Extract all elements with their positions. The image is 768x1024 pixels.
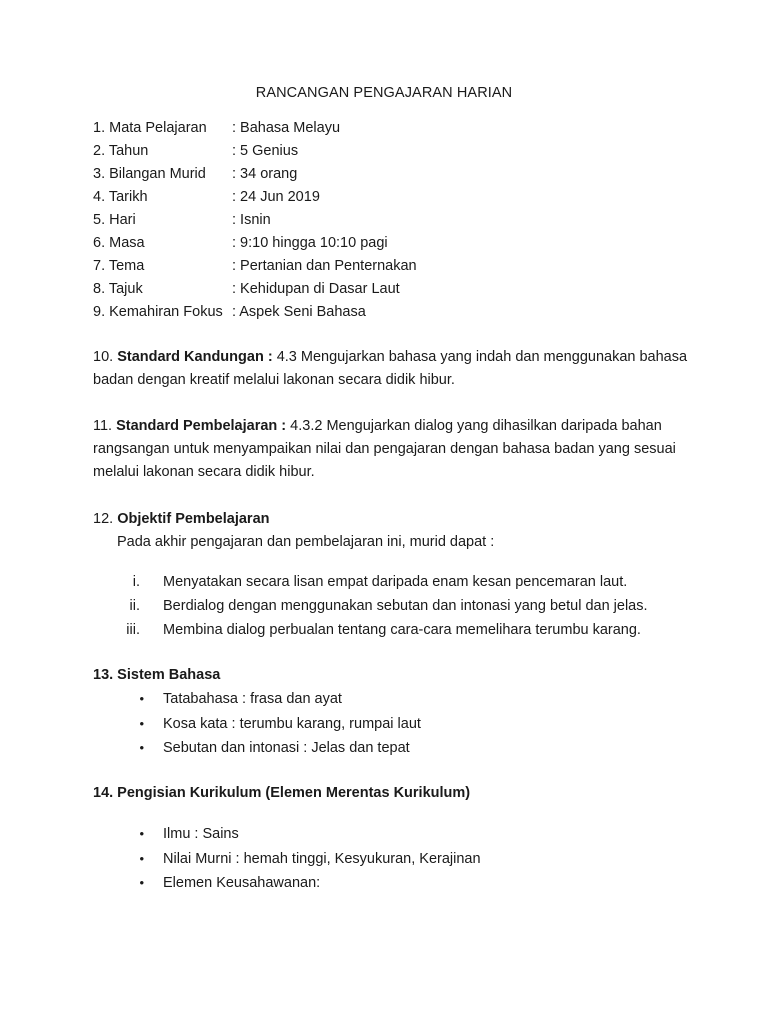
list-text: Nilai Murni : hemah tinggi, Kesyukuran, Kerajinan: [163, 850, 481, 867]
info-row-date: [93, 188, 417, 211]
list-item: [93, 849, 481, 874]
info-value: : Pertanian dan Penternakan: [232, 258, 417, 274]
list-item: [93, 689, 421, 714]
info-label: 8. Tajuk: [93, 281, 143, 297]
info-label: 6. Masa: [93, 235, 145, 251]
list-item: [93, 738, 421, 763]
sistem-bahasa-heading: 13. Sistem Bahasa: [93, 667, 221, 683]
bullet-icon: •: [139, 850, 144, 866]
info-value: : 9:10 hingga 10:10 pagi: [232, 235, 388, 251]
list-item: [93, 714, 421, 739]
info-value: : Kehidupan di Dasar Laut: [232, 281, 400, 297]
info-label: 7. Tema: [93, 258, 145, 274]
info-value: : Bahasa Melayu: [232, 120, 341, 136]
section-number: 10.: [93, 349, 118, 365]
objektif-list: [93, 572, 648, 644]
info-row-topic: [93, 280, 417, 303]
section-number: 12.: [93, 511, 118, 527]
bullet-icon: •: [139, 740, 144, 755]
list-text: Membina dialog perbualan tentang cara-cara memelihara terumbu karang.: [163, 622, 641, 638]
list-number: ii.: [129, 598, 140, 614]
bullet-icon: •: [139, 715, 144, 731]
list-text: Ilmu : Sains: [163, 826, 239, 842]
info-row-subject: [93, 119, 417, 142]
section-heading: Standard Pembelajaran :: [116, 418, 287, 434]
objektif-heading: [93, 508, 703, 531]
section-heading: Standard Kandungan :: [117, 349, 273, 365]
list-item: [93, 596, 648, 620]
objektif-intro: Pada akhir pengajaran dan pembelajaran ini, murid dapat :: [117, 534, 495, 550]
document-title: RANCANGAN PENGAJARAN HARIAN: [255, 85, 513, 101]
info-row-time: [93, 234, 417, 257]
info-row-day: [93, 211, 417, 234]
info-value: : Aspek Seni Bahasa: [232, 304, 366, 320]
list-text: Berdialog dengan menggunakan sebutan dan intonasi yang betul dan jelas.: [163, 598, 648, 614]
info-value: : Isnin: [232, 212, 271, 228]
bullet-icon: •: [139, 875, 144, 890]
list-text: Kosa kata : terumbu karang, rumpai laut: [163, 715, 421, 732]
info-label: 5. Hari: [93, 212, 136, 228]
info-row-focus-skill: [93, 303, 417, 326]
standard-pembelajaran-section: [93, 415, 703, 484]
list-item: [93, 620, 648, 644]
standard-kandungan-section: [93, 346, 703, 392]
info-label: 1. Mata Pelajaran: [93, 120, 207, 136]
pengisian-kurikulum-list: [93, 824, 481, 898]
pengisian-kurikulum-heading: 14. Pengisian Kurikulum (Elemen Merentas Kurikulum): [93, 785, 471, 801]
info-label: 3. Bilangan Murid: [93, 166, 206, 182]
info-value: : 34 orang: [232, 166, 298, 182]
list-item: [93, 873, 481, 898]
list-text: Sebutan dan intonasi : Jelas dan tepat: [163, 740, 410, 756]
bullet-icon: •: [139, 826, 144, 841]
list-text: Menyatakan secara lisan empat daripada enam kesan pencemaran laut.: [163, 574, 628, 590]
info-row-theme: [93, 257, 417, 280]
list-item: [93, 824, 481, 849]
section-text: 4.3.2 Mengujarkan dialog yang dihasilkan daripada bahan rangsangan untuk menyampaikan nilai dan pengajaran dengan bahasa badan yang sesuai melalui lakonan secara didik hibur.: [93, 418, 676, 480]
info-label: 4. Tarikh: [93, 189, 148, 205]
info-label: 2. Tahun: [93, 143, 149, 159]
info-row-year: [93, 142, 417, 165]
info-label: 9. Kemahiran Fokus: [93, 304, 223, 320]
list-number: iii.: [126, 622, 140, 638]
info-value: : 24 Jun 2019: [232, 189, 320, 205]
list-text: Elemen Keusahawanan:: [163, 875, 321, 891]
sistem-bahasa-list: [93, 689, 421, 763]
section-text: 4.3 Mengujarkan bahasa yang indah dan menggunakan bahasa badan dengan kreatif melalui lakonan secara didik hibur.: [93, 349, 688, 388]
list-number: i.: [132, 574, 140, 590]
info-row-students: [93, 165, 417, 188]
info-list: [93, 119, 417, 326]
list-item: [93, 572, 648, 596]
section-number: 11.: [93, 418, 117, 434]
section-heading: Objektif Pembelajaran: [117, 511, 270, 527]
list-text: Tatabahasa : frasa dan ayat: [163, 691, 342, 707]
info-value: : 5 Genius: [232, 143, 299, 159]
bullet-icon: •: [139, 691, 144, 706]
